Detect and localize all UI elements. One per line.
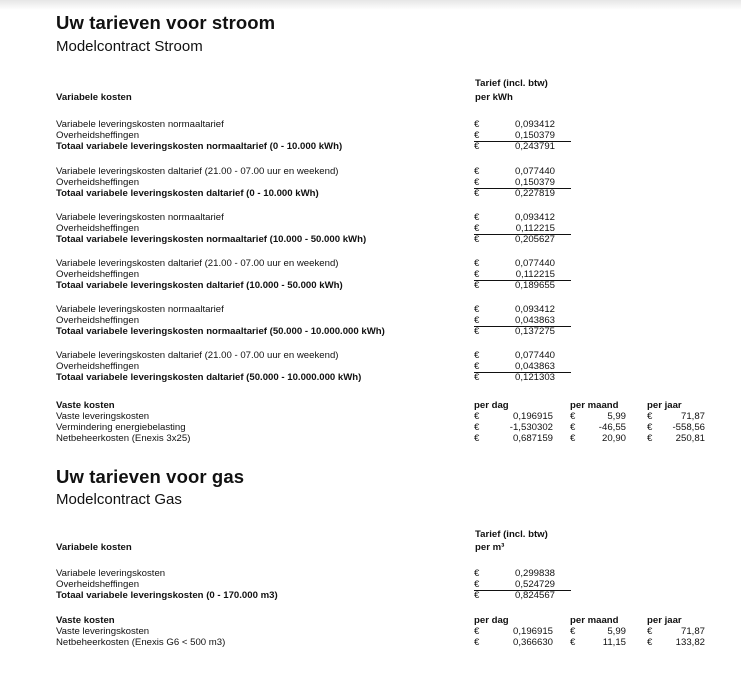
table-row: [0, 637, 741, 648]
col-per-jaar: per jaar: [647, 400, 682, 411]
total-row: [0, 188, 741, 199]
gas-tarief-header: Tarief (incl. btw): [475, 529, 548, 540]
stroom-tarief-header: Tarief (incl. btw): [475, 78, 548, 89]
currency-symbol: €: [647, 422, 653, 433]
row-label: Totaal variabele leveringskosten normaaltarief (0 - 10.000 kWh): [56, 141, 343, 152]
row-value: 0,121303: [514, 372, 555, 383]
value-per-dag: 0,687159: [512, 433, 553, 444]
row-label: Overheidsheffingen: [56, 130, 140, 141]
row-label: Totaal variabele leveringskosten daltarief (0 - 10.000 kWh): [56, 188, 319, 199]
currency-symbol: €: [474, 141, 480, 152]
row-value: 0,243791: [514, 141, 555, 152]
table-row: [0, 269, 741, 280]
currency-symbol: €: [474, 280, 480, 291]
value-per-maand: 5,99: [607, 626, 626, 637]
row-label: Vaste leveringskosten: [56, 626, 150, 637]
value-per-jaar: 250,81: [675, 433, 705, 444]
currency-symbol: €: [474, 433, 480, 444]
stroom-unit-header: per kWh: [475, 92, 513, 103]
table-row: [0, 304, 741, 315]
total-row: [0, 326, 741, 337]
row-value: 0,093412: [514, 119, 555, 130]
currency-symbol: €: [647, 411, 653, 422]
row-value: 0,112215: [515, 223, 555, 234]
row-label: Vermindering energiebelasting: [56, 422, 186, 433]
value-per-jaar: 71,87: [680, 411, 705, 422]
table-row: [0, 361, 741, 372]
value-per-maand: 11,15: [602, 637, 626, 648]
row-label: Overheidsheffingen: [56, 269, 140, 280]
row-label: Variabele leveringskosten daltarief (21.00 - 07.00 uur en weekend): [56, 258, 339, 269]
currency-symbol: €: [474, 422, 480, 433]
row-label: Totaal variabele leveringskosten (0 - 170.000 m3): [56, 590, 278, 601]
row-label: Vaste leveringskosten: [56, 411, 150, 422]
currency-symbol: €: [474, 315, 480, 326]
table-row: [0, 258, 741, 269]
currency-symbol: €: [647, 626, 653, 637]
row-value: 0,150379: [514, 177, 555, 188]
row-value: 0,043863: [514, 361, 555, 372]
col-per-dag: per dag: [474, 400, 509, 411]
row-value: 0,077440: [514, 166, 555, 177]
table-row: [0, 411, 741, 422]
row-value: 0,137275: [514, 326, 555, 337]
row-value: 0,524729: [514, 579, 555, 590]
row-value: 0,093412: [514, 212, 555, 223]
table-row: [0, 568, 741, 579]
currency-symbol: €: [570, 411, 576, 422]
row-value: 0,093412: [514, 304, 555, 315]
currency-symbol: €: [474, 304, 480, 315]
row-label: Variabele leveringskosten normaaltarief: [56, 304, 224, 315]
row-value: 0,112215: [515, 269, 555, 280]
row-label: Overheidsheffingen: [56, 223, 140, 234]
table-row: [0, 433, 741, 444]
col-per-maand: per maand: [570, 400, 619, 411]
row-value: 0,189655: [514, 280, 555, 291]
table-row: [0, 315, 741, 326]
row-label: Overheidsheffingen: [56, 579, 140, 590]
table-row: [0, 223, 741, 234]
row-label: Variabele leveringskosten normaaltarief: [56, 212, 224, 223]
row-value: 0,150379: [514, 130, 555, 141]
currency-symbol: €: [474, 579, 480, 590]
row-label: Overheidsheffingen: [56, 315, 140, 326]
value-per-jaar: 71,87: [680, 626, 705, 637]
currency-symbol: €: [474, 177, 480, 188]
currency-symbol: €: [570, 626, 576, 637]
total-row: [0, 590, 741, 601]
gas-variable-header: Variabele kosten: [56, 542, 132, 553]
currency-symbol: €: [474, 372, 480, 383]
row-label: Variabele leveringskosten daltarief (21.00 - 07.00 uur en weekend): [56, 166, 339, 177]
table-row: [0, 579, 741, 590]
currency-symbol: €: [474, 119, 480, 130]
currency-symbol: €: [474, 637, 480, 648]
table-row: [0, 212, 741, 223]
row-value: 0,077440: [514, 350, 555, 361]
currency-symbol: €: [474, 350, 480, 361]
currency-symbol: €: [647, 637, 653, 648]
currency-symbol: €: [474, 411, 480, 422]
currency-symbol: €: [474, 269, 480, 280]
table-row: [0, 422, 741, 433]
currency-symbol: €: [474, 130, 480, 141]
currency-symbol: €: [570, 422, 576, 433]
row-label: Variabele leveringskosten: [56, 568, 166, 579]
currency-symbol: €: [474, 223, 480, 234]
col-per-jaar: per jaar: [647, 615, 682, 626]
table-row: [0, 166, 741, 177]
total-row: [0, 141, 741, 152]
row-label: Variabele leveringskosten daltarief (21.00 - 07.00 uur en weekend): [56, 350, 339, 361]
currency-symbol: €: [474, 326, 480, 337]
currency-symbol: €: [474, 212, 480, 223]
row-label: Variabele leveringskosten normaaltarief: [56, 119, 224, 130]
value-per-maand: 5,99: [607, 411, 626, 422]
fixed-header-row: [0, 615, 741, 626]
value-per-maand: -46,55: [598, 422, 626, 433]
stroom-subtitle: Modelcontract Stroom: [56, 38, 203, 55]
row-label: Netbeheerkosten (Enexis 3x25): [56, 433, 191, 444]
row-value: 0,299838: [514, 568, 555, 579]
value-per-dag: -1,530302: [509, 422, 553, 433]
gas-title: Uw tarieven voor gas: [56, 466, 245, 487]
value-per-dag: 0,196915: [512, 626, 553, 637]
currency-symbol: €: [570, 637, 576, 648]
row-value: 0,205627: [514, 234, 555, 245]
table-row: [0, 177, 741, 188]
row-label: Overheidsheffingen: [56, 361, 140, 372]
stroom-title: Uw tarieven voor stroom: [56, 12, 276, 33]
currency-symbol: €: [474, 626, 480, 637]
row-label: Overheidsheffingen: [56, 177, 140, 188]
row-value: 0,824567: [514, 590, 555, 601]
row-label: Totaal variabele leveringskosten normaaltarief (50.000 - 10.000.000 kWh): [56, 326, 385, 337]
gas-unit-header: per m³: [475, 542, 505, 553]
value-per-jaar: -558,56: [672, 422, 705, 433]
gas-subtitle: Modelcontract Gas: [56, 491, 182, 508]
row-value: 0,227819: [514, 188, 555, 199]
currency-symbol: €: [474, 568, 480, 579]
row-label: Netbeheerkosten (Enexis G6 < 500 m3): [56, 637, 226, 648]
total-row: [0, 280, 741, 291]
table-row: [0, 626, 741, 637]
table-row: [0, 119, 741, 130]
value-per-jaar: 133,82: [675, 637, 705, 648]
fixed-header-row: [0, 400, 741, 411]
table-row: [0, 130, 741, 141]
currency-symbol: €: [474, 166, 480, 177]
fixed-header: Vaste kosten: [56, 400, 115, 411]
col-per-dag: per dag: [474, 615, 509, 626]
fixed-header: Vaste kosten: [56, 615, 115, 626]
currency-symbol: €: [474, 188, 480, 199]
top-shadow: [0, 0, 741, 10]
stroom-variable-header: Variabele kosten: [56, 92, 132, 103]
currency-symbol: €: [474, 234, 480, 245]
value-per-dag: 0,366630: [512, 637, 553, 648]
currency-symbol: €: [474, 590, 480, 601]
row-value: 0,077440: [514, 258, 555, 269]
col-per-maand: per maand: [570, 615, 619, 626]
table-row: [0, 350, 741, 361]
total-row: [0, 234, 741, 245]
currency-symbol: €: [474, 258, 480, 269]
currency-symbol: €: [474, 361, 480, 372]
row-label: Totaal variabele leveringskosten daltarief (10.000 - 50.000 kWh): [56, 280, 343, 291]
value-per-maand: 20,90: [601, 433, 626, 444]
row-label: Totaal variabele leveringskosten daltarief (50.000 - 10.000.000 kWh): [56, 372, 362, 383]
currency-symbol: €: [647, 433, 653, 444]
row-label: Totaal variabele leveringskosten normaaltarief (10.000 - 50.000 kWh): [56, 234, 367, 245]
total-row: [0, 372, 741, 383]
currency-symbol: €: [570, 433, 576, 444]
row-value: 0,043863: [514, 315, 555, 326]
value-per-dag: 0,196915: [512, 411, 553, 422]
